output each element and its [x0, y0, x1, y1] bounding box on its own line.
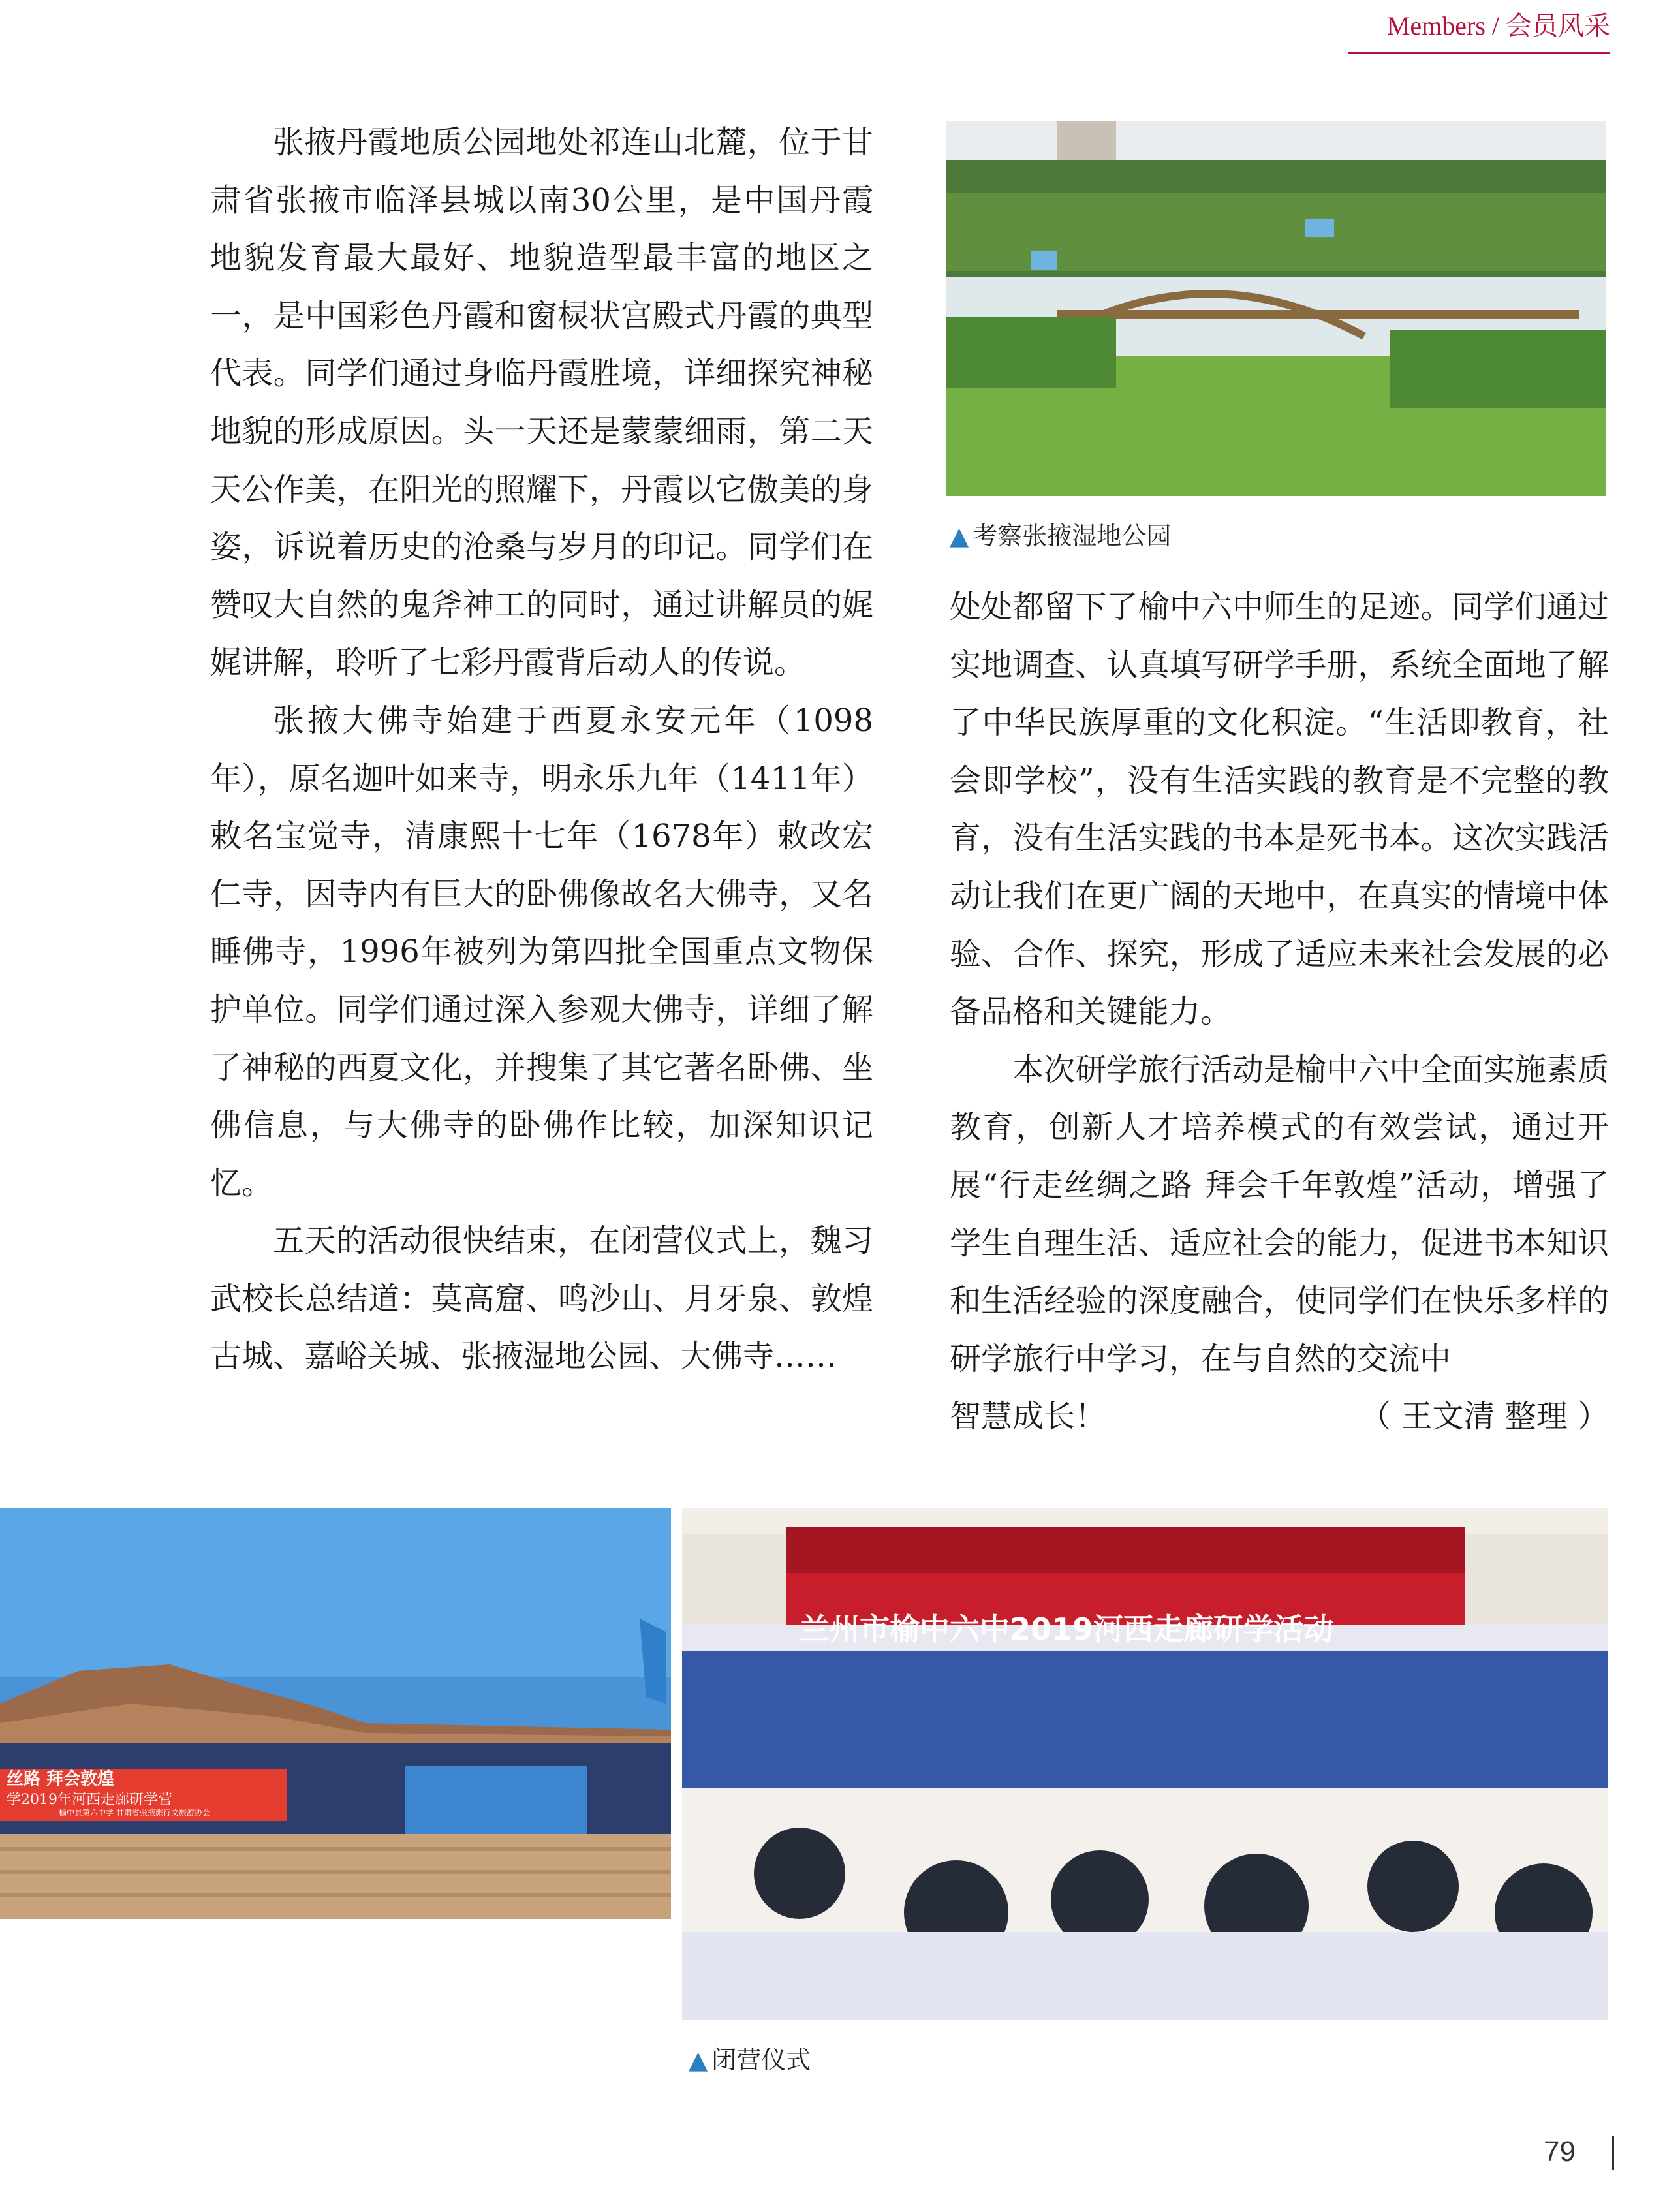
group-banner-line2: 学2019年河西走廊研学营: [7, 1792, 172, 1808]
closing-text: 智慧成长！: [950, 1398, 1107, 1435]
left-text-column: [210, 114, 873, 1386]
group-photo: [0, 1508, 671, 1919]
wetland-caption: [950, 516, 1171, 552]
group-banner-line1: 丝路 拜会敦煌: [7, 1769, 115, 1789]
ceremony-caption-text: 闭营仪式: [711, 2046, 811, 2074]
ceremony-caption: [689, 2040, 811, 2076]
group-banner-sub: 榆中县第六中学 甘肃省张掖旅行文旅游协会: [59, 1808, 210, 1817]
page-number-bar: [1612, 2136, 1614, 2170]
author-signature: （ 王文清 整理 ）: [1360, 1398, 1609, 1435]
right-text-column: [950, 578, 1609, 1446]
section-header: Members / 会员风采: [1348, 5, 1610, 54]
wetland-photo: [946, 121, 1606, 496]
triangle-marker-icon: ▲: [950, 522, 969, 550]
paragraph-closing: 五天的活动很快结束，在闭营仪式上，魏习武校长总结道：莫高窟、鸣沙山、月牙泉、敦煌古城、嘉峪关城、张掖湿地公园、大佛寺……: [210, 1223, 873, 1375]
paragraph-summary: 本次研学旅行活动是榆中六中全面实施素质教育，创新人才培养模式的有效尝试，通过开展“行走丝绸之路 拜会千年敦煌”活动，增强了学生自理生活、适应社会的能力，促进书本知识和生活经验的深度融合，使同学们在快乐多样的研学旅行中学习，在与自然的交流中: [950, 1051, 1609, 1377]
ceremony-screen-title: 兰州市榆中六中2019河西走廊研学活动: [800, 1612, 1334, 1647]
paragraph-dafosi: 张掖大佛寺始建于西夏永安元年（1098年），原名迦叶如来寺，明永乐九年（1411年）敕名宝觉寺，清康熙十七年（1678年）敕改宏仁寺，因寺内有巨大的卧佛像故名大佛寺，又名睡佛寺，1996年被列为第四批全国重点文物保护单位。同学们通过深入参观大佛寺，详细了解了神秘的西夏文化，并搜集了其它著名卧佛、坐佛信息，与大佛寺的卧佛作比较，加深知识记忆。: [210, 702, 873, 1202]
page-number: 79: [1544, 2136, 1576, 2168]
paragraph-danxia: 张掖丹霞地质公园地处祁连山北麓，位于甘肃省张掖市临泽县城以南30公里，是中国丹霞地貌发育最大最好、地貌造型最丰富的地区之一，是中国彩色丹霞和窗棂状宫殿式丹霞的典型代表。同学们通过身临丹霞胜境，详细探究神秘地貌的形成原因。头一天还是蒙蒙细雨，第二天天公作美，在阳光的照耀下，丹霞以它傲美的身姿，诉说着历史的沧桑与岁月的印记。同学们在赞叹大自然的鬼斧神工的同时，通过讲解员的娓娓讲解，聆听了七彩丹霞背后动人的传说。: [210, 124, 873, 681]
paragraph-footprints: 处处都留下了榆中六中师生的足迹。同学们通过实地调查、认真填写研学手册，系统全面地了解了中华民族厚重的文化积淀。“生活即教育，社会即学校”，没有生活实践的教育是不完整的教育，没有生活实践的书本是死书本。这次实践活动让我们在更广阔的天地中，在真实的情境中体验、合作、探究，形成了适应未来社会发展的必备品格和关键能力。: [950, 589, 1609, 1031]
ceremony-photo: [682, 1508, 1608, 2020]
closing-line: [950, 1388, 1609, 1446]
wetland-caption-text: 考察张掖湿地公园: [973, 522, 1172, 550]
triangle-marker-icon: ▲: [689, 2046, 708, 2074]
